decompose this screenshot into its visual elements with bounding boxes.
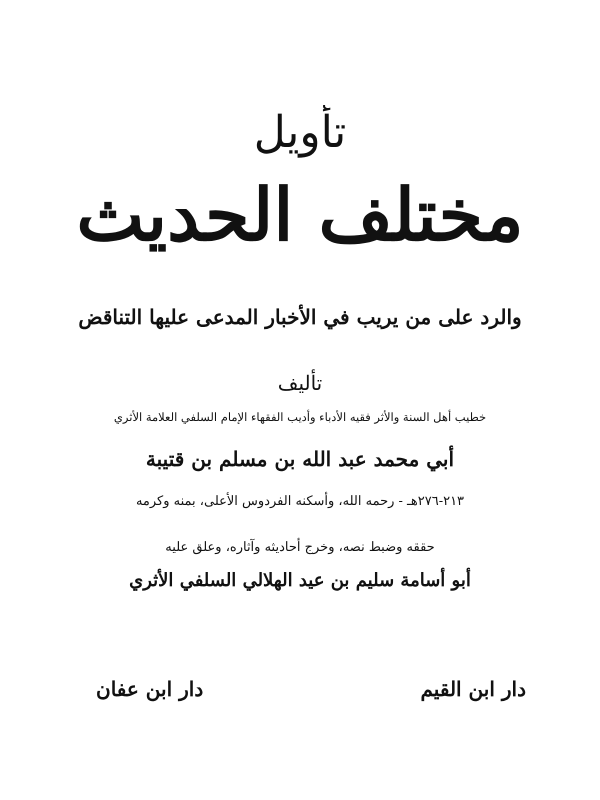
author-epithet: خطيب أهل السنة والأثر فقيه الأدباء وأديب الفقهاء الإمام السلفي العلامة الأثري — [113, 410, 487, 424]
author-label: تأليف — [277, 371, 323, 395]
editor-name: أبو أسامة سليم بن عيد الهلالي السلفي الأثري — [129, 570, 471, 591]
book-title: مختلف الحديث — [76, 172, 524, 257]
publisher-left: دار ابن عفان — [96, 677, 204, 701]
publisher-right: دار ابن القيم — [420, 677, 526, 701]
editing-label: حققه وضبط نصه، وخرج أحاديثه وآثاره، وعلق عليه — [165, 540, 435, 555]
title-prefix: تأويل — [253, 107, 347, 158]
book-subtitle: والرد على من يريب في الأخبار المدعى عليها التناقض — [78, 305, 522, 329]
author-dates: ٢١٣-٢٧٦هـ - رحمه الله، وأسكنه الفردوس الأعلى، بمنه وكرمه — [135, 494, 465, 509]
author-name: أبي محمد عبد الله بن مسلم بن قتيبة — [145, 447, 455, 471]
